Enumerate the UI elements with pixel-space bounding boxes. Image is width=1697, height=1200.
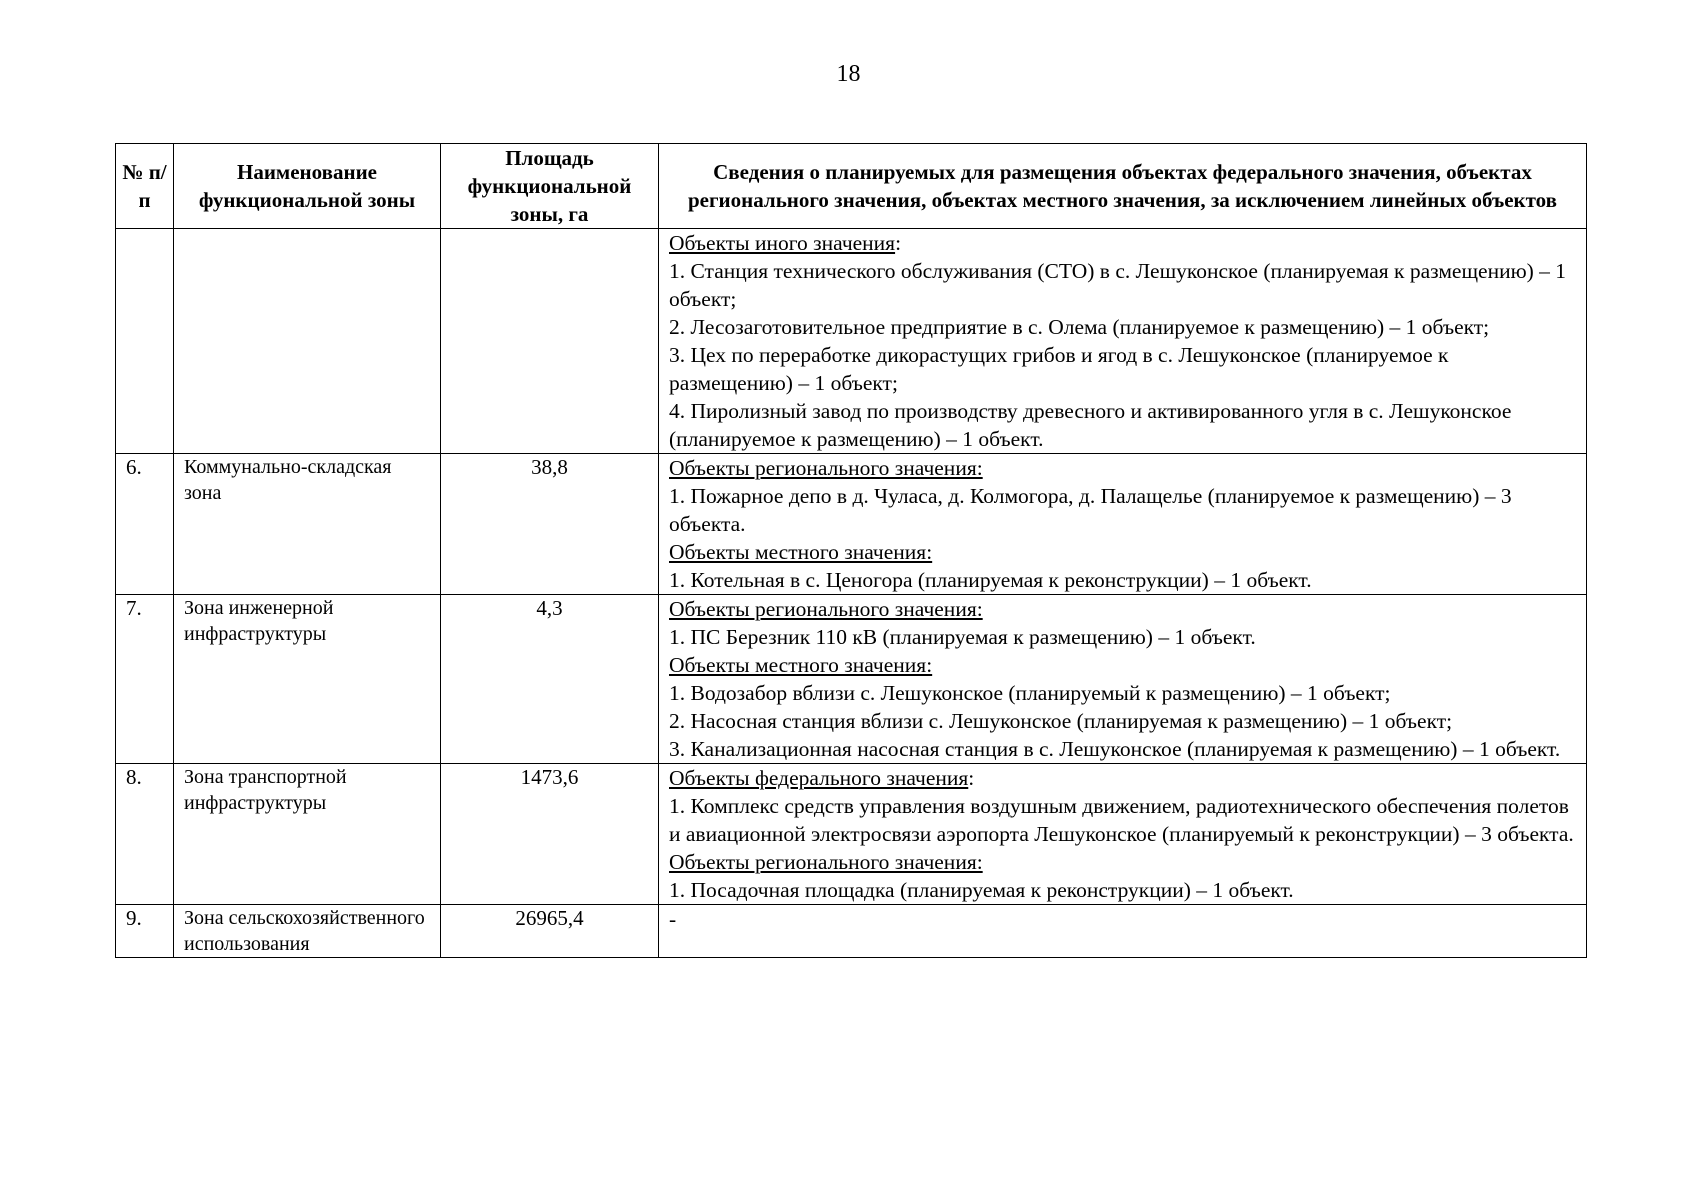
planned-object-item: 3. Цех по переработке дикорастущих грибов и ягод в с. Лешуконское (планируемое к размещению) – 1 объект; <box>669 343 1449 395</box>
planned-object-item: 1. Пожарное депо в д. Чуласа, д. Колмогора, д. Палащелье (планируемое к размещению) – 3 объекта. <box>669 484 1512 536</box>
object-group-heading <box>669 651 1576 679</box>
object-group-heading <box>669 595 1576 623</box>
object-group-title: Объекты федерального значения <box>669 766 969 790</box>
table-body <box>116 229 1587 958</box>
planned-object-item: 1. Котельная в с. Ценогора (планируемая к реконструкции) – 1 объект. <box>669 568 1312 592</box>
header-planned-objects: Сведения о планируемых для размещения объектах федерального значения, объектах регионального значения, объектах местного значения, за исключением линейных объектов <box>659 144 1587 229</box>
planned-object-item: 1. ПС Березник 110 кВ (планируемая к размещению) – 1 объект. <box>669 625 1256 649</box>
header-zone-area: Площадь функциональной зоны, га <box>441 144 659 229</box>
planned-objects-cell <box>659 595 1587 764</box>
planned-object-item: 2. Насосная станция вблизи с. Лешуконское (планируемая к размещению) – 1 объект; <box>669 709 1453 733</box>
zone-name-cell <box>174 229 441 454</box>
planned-object-item: 1. Комплекс средств управления воздушным движением, радиотехнического обеспечения полетов и авиационной электросвязи аэропорта Лешуконское (планируемый к реконструкции) – 3 объекта. <box>669 794 1574 846</box>
row-number-cell: 7. <box>116 595 174 764</box>
page-number: 18 <box>836 61 861 87</box>
planned-object-item: 4. Пиролизный завод по производству древесного и активированного угля в с. Лешуконское (планируемое к размещению) – 1 объект. <box>669 399 1512 451</box>
planned-object-item: 1. Водозабор вблизи с. Лешуконское (планируемый к размещению) – 1 объект; <box>669 681 1391 705</box>
object-group-title-colon: : <box>968 766 975 790</box>
object-group-title: Объекты регионального значения: <box>669 597 983 621</box>
object-group-title: Объекты местного значения: <box>669 540 933 564</box>
object-group-title-colon: : <box>895 231 902 255</box>
object-group-heading <box>669 848 1576 876</box>
object-group-heading <box>669 764 1576 792</box>
planned-object-item: 3. Канализационная насосная станция в с. Лешуконское (планируемая к размещению) – 1 объект. <box>669 737 1561 761</box>
zone-name-cell: Коммунально-складская зона <box>174 454 441 595</box>
zone-area-cell: 4,3 <box>441 595 659 764</box>
planned-object-item: - <box>669 907 677 931</box>
object-group-title: Объекты местного значения: <box>669 653 933 677</box>
table-row <box>116 229 1587 454</box>
planned-object-item: 2. Лесозаготовительное предприятие в с. Олема (планируемое к размещению) – 1 объект; <box>669 315 1490 339</box>
object-group-heading <box>669 229 1576 257</box>
table-row <box>116 454 1587 595</box>
zone-name-cell: Зона инженерной инфраструктуры <box>174 595 441 764</box>
planned-objects-cell <box>659 454 1587 595</box>
planned-objects-cell <box>659 905 1587 958</box>
object-group-title: Объекты иного значения <box>669 231 896 255</box>
planned-object-item: 1. Станция технического обслуживания (СТО) в с. Лешуконское (планируемая к размещению) – 1 объект; <box>669 259 1567 311</box>
planned-objects-cell <box>659 229 1587 454</box>
zone-area-cell: 38,8 <box>441 454 659 595</box>
row-number-cell: 9. <box>116 905 174 958</box>
row-number-cell <box>116 229 174 454</box>
zone-area-cell <box>441 229 659 454</box>
zone-area-cell: 26965,4 <box>441 905 659 958</box>
object-group-title: Объекты регионального значения: <box>669 456 983 480</box>
table-header-row <box>116 144 1587 229</box>
table-row <box>116 905 1587 958</box>
row-number-cell: 8. <box>116 764 174 905</box>
zone-name-cell: Зона сельскохозяйственного использования <box>174 905 441 958</box>
header-zone-name: Наименование функциональной зоны <box>174 144 441 229</box>
header-num: № п/п <box>116 144 174 229</box>
row-number-cell: 6. <box>116 454 174 595</box>
table-row <box>116 595 1587 764</box>
planned-object-item: 1. Посадочная площадка (планируемая к реконструкции) – 1 объект. <box>669 878 1294 902</box>
functional-zones-table <box>115 143 1587 958</box>
table-row <box>116 764 1587 905</box>
zone-name-cell: Зона транспортной инфраструктуры <box>174 764 441 905</box>
object-group-heading <box>669 454 1576 482</box>
planned-objects-cell <box>659 764 1587 905</box>
object-group-heading <box>669 538 1576 566</box>
zone-area-cell: 1473,6 <box>441 764 659 905</box>
object-group-title: Объекты регионального значения: <box>669 850 983 874</box>
